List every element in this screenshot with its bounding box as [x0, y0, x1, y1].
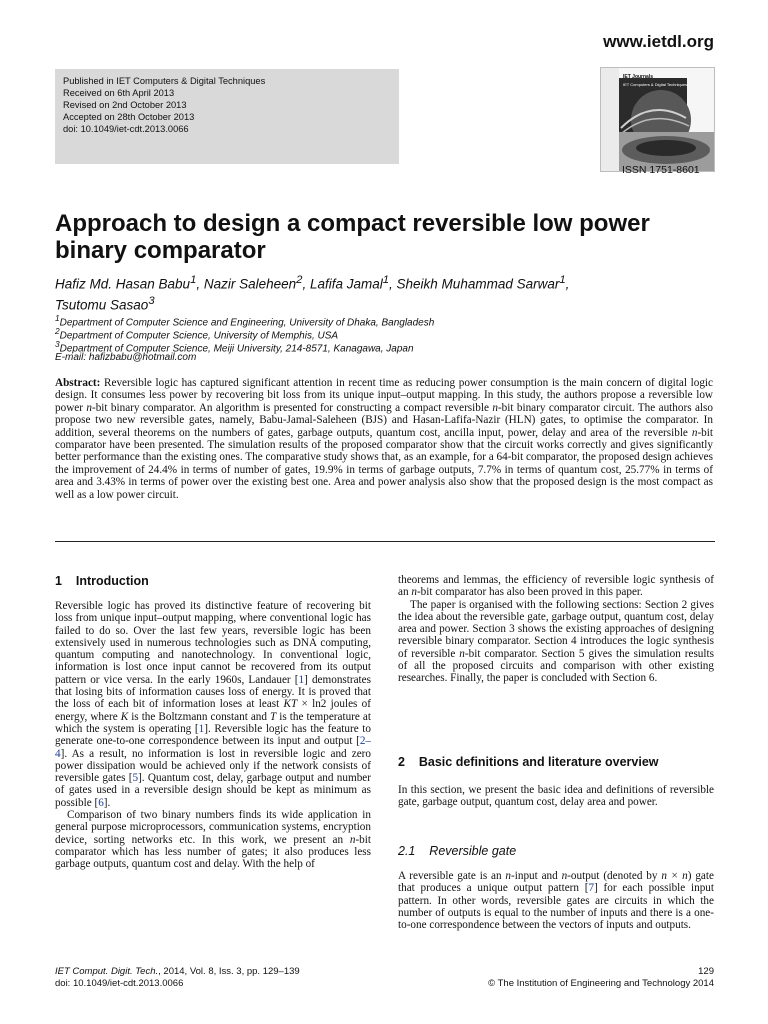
issn: ISSN 1751-8601: [622, 164, 700, 176]
affiliation-text: Department of Computer Science and Engineering, University of Dhaka, Bangladesh: [59, 317, 435, 329]
paragraph: Comparison of two binary numbers finds its wide application in general purpose microprocessors, communication systems, encryption device, sorting networks etc. In this work, we present an n-bit comparator which has less number of gates; it also produces less garbage outputs, quantum cost and delay. With the help of: [55, 809, 371, 871]
author-affiliation-mark: 1: [190, 274, 197, 286]
abstract-label: Abstract:: [55, 377, 101, 389]
author: Lafifa Jamal: [309, 276, 383, 292]
citation-link[interactable]: 5: [132, 772, 139, 785]
math-var: n: [86, 401, 92, 414]
math-var: n: [561, 870, 568, 882]
footer-citation: [55, 966, 300, 990]
math-var: T: [270, 710, 277, 723]
paragraph: A reversible gate is an n-input and n-output (denoted by n × n) gate that produces a unique output pattern [7] for each possible input pattern. In other words, reversible gates are circuits in which the number of outputs is equal to the number of inputs and there is a one-to-one correspondence between the vectors of inputs and outputs.: [398, 870, 714, 932]
author-affiliation-mark: 1: [382, 274, 390, 286]
author: Hafiz Md. Hasan Babu: [55, 276, 191, 292]
citation-link[interactable]: 2–4: [55, 735, 371, 760]
pub-line: doi: 10.1049/iet-cdt.2013.0066: [63, 124, 189, 134]
affiliation-mark: 2: [55, 326, 60, 336]
author: Sheikh Muhammad Sarwar: [396, 276, 560, 292]
citation-link[interactable]: 1: [298, 673, 305, 686]
section-title: Introduction: [75, 574, 149, 588]
footer-journal: IET Comput. Digit. Tech.: [55, 966, 159, 977]
page-number: 129: [698, 966, 714, 977]
citation-link[interactable]: 6: [98, 796, 104, 809]
paper-title: [55, 210, 715, 264]
section-heading-basic-definitions: [398, 755, 659, 769]
right-column-text: [398, 870, 714, 931]
paragraph: In this section, we present the basic idea and definitions of reversible gate, garbage output, quantum cost, delay area and power.: [398, 784, 714, 809]
section-heading-introduction: [55, 574, 149, 588]
math-var: KT: [283, 698, 298, 711]
contact-email[interactable]: E-mail: hafizbabu@hotmail.com: [55, 352, 197, 363]
math-var: n: [691, 426, 698, 439]
pub-line: Published in IET Computers & Digital Techniques: [63, 76, 266, 86]
affiliation-mark: 1: [55, 313, 60, 323]
citation-link[interactable]: 1: [198, 722, 205, 735]
right-column-text: [398, 784, 714, 809]
left-column-text: [55, 600, 371, 871]
abstract-text: Reversible logic has captured significant attention in recent time as reducing power consumption is the main concern of digital logic design. It consumes less power by recovering bit loss from its unique input–output mapping. In this study, the authors propose a reversible low power: [55, 377, 714, 414]
author-affiliation-mark: 3: [148, 294, 155, 307]
math-var: n: [505, 870, 512, 882]
math-var: K: [120, 710, 129, 723]
citation-link[interactable]: 7: [588, 882, 595, 895]
title-line: binary comparator: [55, 237, 266, 264]
footer-doi: doi: 10.1049/iet-cdt.2013.0066: [55, 978, 184, 989]
paragraph: Reversible logic has proved its distinctive feature of recovering bit loss from unique input–output mapping, where conventional logic has failed to do so. Over the last few years, reversible logic has been extensively used in numerous technologies such as DNA computing, quantum computing and nanotechnology. In conventional logic, information is lost once input cannot be recovered from its output pattern or vice versa. In the early 1960s, Landauer [1] demonstrates that losing bits of information causes loss of energy. It is proved that the loss of each bit of information loses at least KT × ln2 joules of energy, where K is the Boltzmann constant and T is the temperature at which the system is operating [1]. Reversible logic has the feature to generate one-to-one correspondence between its input and output [2–4]. As a result, no information is lost in reversible logic and zero power dissipation would be achieved only if the network consists of reversible gates [5]. Quantum cost, delay, garbage output and number of gates used in a reversible design should be kept as minimum as possible [6].: [55, 600, 371, 809]
abstract: [55, 377, 713, 501]
author-affiliation-mark: 2: [296, 274, 303, 286]
pub-line: Revised on 2nd October 2013: [63, 100, 187, 110]
affiliation-text: Department of Computer Science, University of Memphis, USA: [59, 330, 339, 342]
cover-title: IET Computers & Digital Techniques: [623, 82, 688, 87]
pub-line: Accepted on 28th October 2013: [63, 112, 195, 122]
author-affiliation-mark: 1: [559, 274, 566, 286]
section-number: 1: [55, 574, 62, 588]
title-line: Approach to design a compact reversible low power: [55, 210, 650, 237]
footer-details: , 2014, Vol. 8, Iss. 3, pp. 129–139: [158, 966, 300, 977]
journal-cover-illustration: [601, 68, 714, 171]
abstract-text: -bit comparator have been presented. The simulation results of the proposed comparator show that the circuit works correctly and gives significantly better performance than the existing ones. The comparative study shows that, as an example, for a 64-bit comparator, the proposed design achieves the improvement of 24.4% in terms of number of gates, 19.9% in terms of garbage outputs, 7.7% in terms of quantum cost, 25.77% in terms of area and 3.43% in terms of power over the existing best one. Area and power analysis also show that the proposed design is the most compact as well as a low power circuit.: [55, 426, 713, 501]
journal-url[interactable]: www.ietdl.org: [603, 32, 714, 51]
math-var: n: [459, 647, 465, 660]
subsection-number: 2.1: [398, 844, 416, 858]
cover-journal-name: IET Journals: [623, 74, 654, 80]
paragraph: theorems and lemmas, the efficiency of reversible logic synthesis of an n-bit comparator has also been proved in this paper.: [398, 574, 714, 599]
paragraph: The paper is organised with the following sections: Section 2 gives the idea about the reversible gate, garbage output, quantum cost, delay area and power. Section 3 shows the existing approaches of designing reversible binary comparator. Section 4 introduces the logic synthesis of reversible n-bit comparator. Section 5 gives the simulation results of all the proposed circuits and comparison with other existing researches. Finally, the paper is concluded with Section 6.: [398, 598, 714, 685]
affiliation-text: Department of Computer Science, Meiji University, 214-8571, Kanagawa, Japan: [59, 343, 414, 355]
math-var: n: [411, 586, 417, 599]
footer-right: [488, 966, 714, 990]
math-var: n: [349, 833, 356, 846]
right-column-text: [398, 574, 714, 685]
section-title: Basic definitions and literature overview: [418, 755, 659, 769]
abstract-divider: [55, 541, 715, 542]
author-list: Hafiz Md. Hasan Babu$^1$, Nazir Saleheen$^2$, Lafifa Jamal$^1$, Sheikh Muhammad Sarwar$^1$, Tsutomu Sasao$^3$: [55, 274, 570, 312]
author: Nazir Saleheen: [203, 276, 297, 292]
abstract-text: -bit binary comparator circuit. The authors also propose two new reversible gates, namely, Babu-Jamal-Saleheen (BJS) and Hasan-Lafifa-Nazir (HLN) gates, to optimise the comparator. In addition, several theorems on the numbers of gates, garbage outputs, quantum cost, ancilla input, power, delay and area of the reversible: [55, 401, 713, 439]
affiliation-mark: 3: [55, 339, 60, 349]
abstract-text: -bit binary comparator. An algorithm is presented for constructing a compact reversible: [91, 401, 493, 414]
math-var: n: [492, 401, 498, 414]
math-var: n × n: [661, 870, 688, 882]
publication-info-box: [55, 69, 399, 164]
author: Tsutomu Sasao: [55, 297, 149, 312]
subsection-heading-reversible-gate: [398, 844, 516, 858]
copyright: © The Institution of Engineering and Technology 2014: [488, 978, 714, 989]
journal-cover-image: [600, 67, 715, 172]
subsection-title: Reversible gate: [429, 844, 517, 858]
section-number: 2: [398, 755, 405, 769]
pub-line: Received on 6th April 2013: [63, 88, 175, 98]
